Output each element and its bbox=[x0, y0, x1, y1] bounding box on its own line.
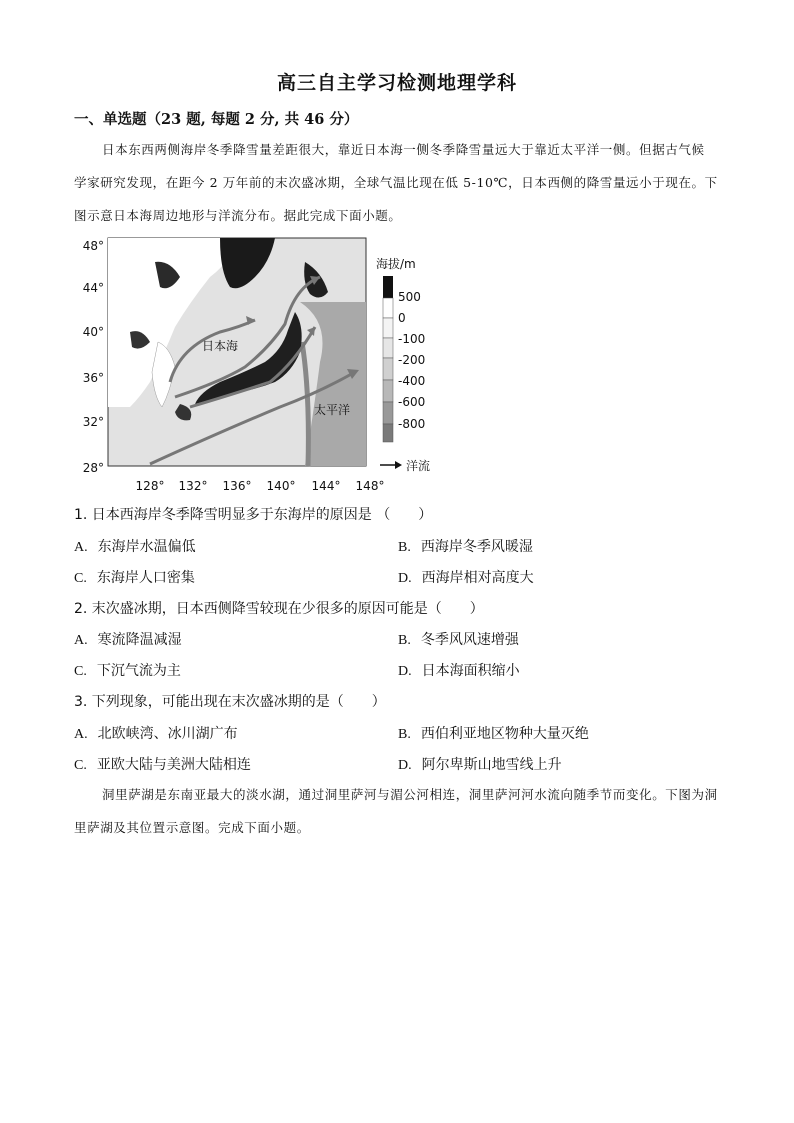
legend-title: 海拔/m bbox=[376, 257, 416, 271]
lon-label: 136° bbox=[222, 479, 252, 493]
lon-label: 132° bbox=[178, 479, 208, 493]
lon-axis bbox=[136, 479, 385, 493]
q1-option-a[interactable]: A. 东海岸水温偏低 bbox=[74, 539, 196, 555]
legend-value: -200 bbox=[398, 353, 426, 367]
legend-value: 0 bbox=[398, 311, 406, 325]
lon-label: 144° bbox=[311, 479, 341, 493]
lon-label: 148° bbox=[355, 479, 385, 493]
legend-bar bbox=[383, 276, 393, 442]
q2-option-c[interactable]: C. 下沉气流为主 bbox=[74, 663, 181, 679]
legend-value: 500 bbox=[398, 290, 421, 304]
lat-label: 48° bbox=[82, 239, 104, 253]
page-title: 高三自主学习检测地理学科 bbox=[276, 72, 517, 94]
legend-value: -800 bbox=[398, 417, 426, 431]
q2-option-d[interactable]: D. 日本海面积缩小 bbox=[398, 663, 520, 679]
q1-option-c[interactable]: C. 东海岸人口密集 bbox=[74, 570, 195, 586]
legend-value: -400 bbox=[398, 374, 426, 388]
lat-label: 32° bbox=[82, 415, 104, 429]
lat-label: 36° bbox=[82, 371, 104, 385]
legend-arrowhead-icon bbox=[395, 461, 402, 469]
lon-label: 128° bbox=[135, 479, 165, 493]
lat-axis bbox=[83, 239, 104, 475]
q3-option-b[interactable]: B. 西伯利亚地区物种大量灭绝 bbox=[398, 726, 589, 742]
legend-values bbox=[398, 290, 425, 431]
passage-1: 日本东西两侧海岸冬季降雪量差距很大，靠近日本海一侧冬季降雪量远大于靠近太平洋一侧。但据古气候 学家研究发现，在距今 2 万年前的末次盛冰期，全球气温比现在低 5-10℃，日本西侧的降雪量远小于现在。下图示意日本海周边地形与洋流分布。据此完成下面小题。 bbox=[74, 142, 718, 223]
question-1-stem: 1. 日本西海岸冬季降雪明显多于东海岸的原因是 （ ） bbox=[74, 507, 433, 523]
legend-value: -100 bbox=[398, 332, 426, 346]
label-sea-japan: 日本海 bbox=[202, 339, 239, 353]
passage-2: 洞里萨湖是东南亚最大的淡水湖，通过洞里萨河与湄公河相连，洞里萨河河水流向随季节而变化。下图为洞里萨湖及其位置示意图。完成下面小题。 bbox=[74, 787, 718, 835]
q2-option-b[interactable]: B. 冬季风风速增强 bbox=[398, 632, 519, 648]
legend-value: -600 bbox=[398, 395, 426, 409]
legend-current: 洋流 bbox=[406, 459, 431, 473]
lat-label: 28° bbox=[82, 461, 104, 475]
q1-option-d[interactable]: D. 西海岸相对高度大 bbox=[398, 570, 534, 586]
lat-label: 40° bbox=[82, 325, 104, 339]
section-heading: 一、单选题（23 题, 每题 2 分, 共 46 分） bbox=[74, 111, 359, 128]
question-2-stem: 2. 末次盛冰期，日本西侧降雪较现在少很多的原因可能是（ ） bbox=[74, 601, 484, 617]
question-3-stem: 3. 下列现象，可能出现在末次盛冰期的是（ ） bbox=[74, 694, 386, 710]
q3-option-c[interactable]: C. 亚欧大陆与美洲大陆相连 bbox=[74, 757, 251, 773]
q3-option-d[interactable]: D. 阿尔卑斯山地雪线上升 bbox=[398, 757, 562, 773]
lat-label: 44° bbox=[82, 281, 104, 295]
label-pacific: 太平洋 bbox=[314, 403, 351, 417]
q3-option-a[interactable]: A. 北欧峡湾、冰川湖广布 bbox=[74, 726, 238, 742]
map-figure bbox=[70, 232, 450, 502]
q1-option-b[interactable]: B. 西海岸冬季风暖湿 bbox=[398, 539, 533, 555]
q2-option-a[interactable]: A. 寒流降温减湿 bbox=[74, 632, 182, 648]
lon-label: 140° bbox=[266, 479, 296, 493]
map-svg bbox=[70, 232, 450, 502]
